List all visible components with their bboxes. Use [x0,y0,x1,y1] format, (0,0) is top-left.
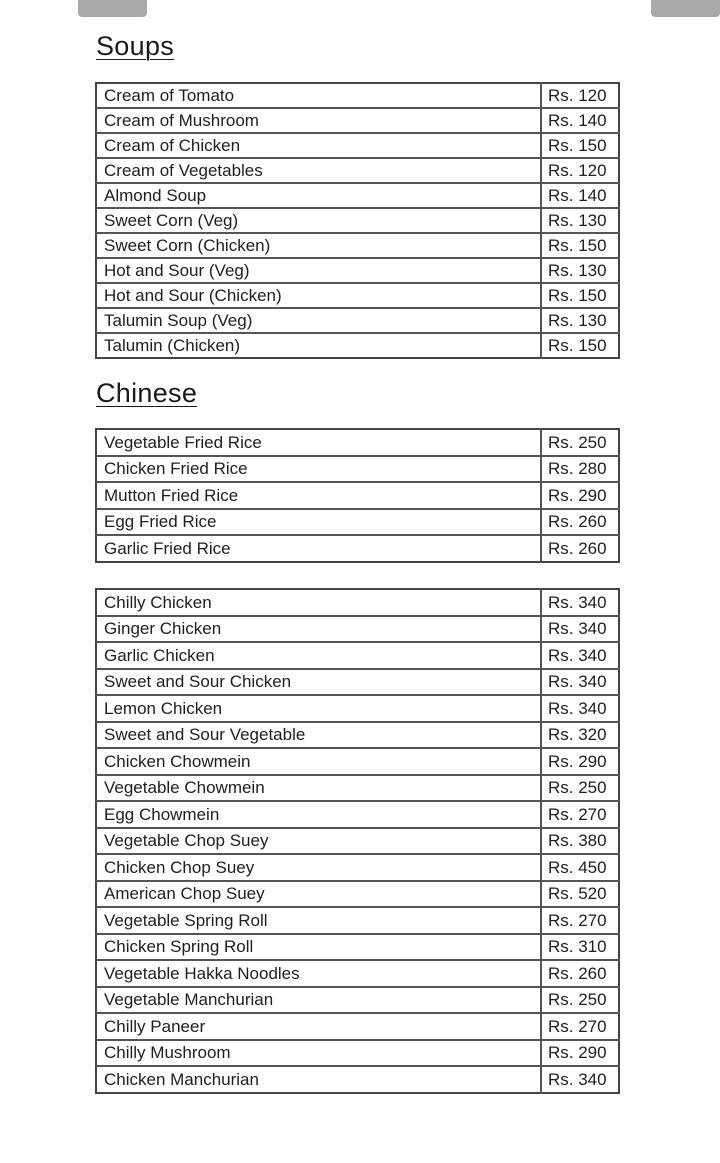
menu-item-price: Rs. 340 [548,1069,607,1089]
menu-item-price: Rs. 380 [541,828,619,855]
menu-item-name: Cream of Tomato [96,83,541,108]
menu-item-price: Rs. 120 [541,83,619,108]
menu-item-name: Sweet Corn (Veg) [96,208,541,233]
menu-row [96,308,619,333]
menu-item-price: Rs. 290 [541,1040,619,1067]
menu-item-name: Egg Fried Rice [96,509,541,536]
menu-row [96,509,619,536]
menu-row [96,669,619,696]
top-right-tab [651,0,720,17]
menu-item-name: Garlic Fried Rice [96,535,541,562]
menu-row [96,775,619,802]
menu-row [96,1040,619,1067]
menu-item-price: Rs. 250 [541,429,619,456]
menu-item-price: Rs. 130 [541,308,619,333]
menu-row [96,616,619,643]
menu-item-name: American Chop Suey [96,881,541,908]
menu-item-price: Rs. 270 [541,907,619,934]
menu-row [96,934,619,961]
menu-item-name: Hot and Sour (Chicken) [96,283,541,308]
menu-item-price: Rs. 340 [541,616,619,643]
menu-row [96,456,619,483]
menu-item-price: Rs. 340 [541,669,619,696]
menu-item-price: Rs. 340 [541,695,619,722]
menu-item-price: Rs. 150 [541,133,619,158]
menu-item-name: Hot and Sour (Veg) [96,258,541,283]
menu-row [96,748,619,775]
menu-item-name: Chilly Paneer [96,1013,541,1040]
menu-item-price: Rs. 290 [541,482,619,509]
menu-item-name: Vegetable Manchurian [96,987,541,1014]
menu-item-price: Rs. 280 [541,456,619,483]
menu-item-name: Egg Chowmein [96,801,541,828]
top-left-tab [78,0,147,17]
fried-rice-table [95,428,620,563]
menu-item-price: Rs. 520 [541,881,619,908]
menu-row [96,987,619,1014]
menu-row [96,854,619,881]
menu-item-price: Rs. 290 [541,748,619,775]
menu-row [96,333,619,358]
menu-row [96,283,619,308]
menu-item-name: Chicken Manchurian [96,1066,541,1093]
menu-item-name: Talumin (Chicken) [96,333,541,358]
menu-item-name: Vegetable Spring Roll [96,907,541,934]
menu-item-name: Chilly Mushroom [96,1040,541,1067]
menu-item-price: Rs. 130 [541,208,619,233]
menu-item-price: Rs. 320 [541,722,619,749]
menu-row [96,642,619,669]
menu-item-name: Talumin Soup (Veg) [96,308,541,333]
menu-row [96,233,619,258]
menu-item-price: Rs. 270 [541,801,619,828]
menu-item-name: Cream of Mushroom [96,108,541,133]
menu-item-name: Mutton Fried Rice [96,482,541,509]
soups-table [95,82,620,359]
menu-item-price: Rs. 150 [541,283,619,308]
menu-item-price: Rs. 150 [541,233,619,258]
menu-row [96,1066,619,1093]
menu-row [96,801,619,828]
menu-item-name: Vegetable Chop Suey [96,828,541,855]
menu-item-name: Chicken Spring Roll [96,934,541,961]
menu-row [96,429,619,456]
menu-item-price: Rs. 260 [541,509,619,536]
menu-row [96,1013,619,1040]
menu-item-name: Vegetable Hakka Noodles [96,960,541,987]
menu-item-price: Rs. 340 [541,589,619,616]
menu-row [96,589,619,616]
soups-heading: Soups [96,31,175,61]
menu-item-name: Vegetable Fried Rice [96,429,541,456]
menu-item-name: Garlic Chicken [96,642,541,669]
menu-item-price: Rs. 140 [541,183,619,208]
menu-row [96,881,619,908]
menu-row [96,482,619,509]
menu-item-name: Ginger Chicken [96,616,541,643]
menu-item-price: Rs. 250 [541,775,619,802]
menu-item-price: Rs. 150 [548,336,607,355]
menu-row [96,695,619,722]
menu-item-name: Almond Soup [96,183,541,208]
menu-item-name: Chicken Chop Suey [96,854,541,881]
menu-item-price: Rs. 340 [541,642,619,669]
menu-item-name: Sweet Corn (Chicken) [96,233,541,258]
menu-item-price: Rs. 450 [541,854,619,881]
menu-item-name: Lemon Chicken [96,695,541,722]
menu-item-name: Cream of Chicken [96,133,541,158]
menu-row [96,722,619,749]
menu-item-name: Sweet and Sour Vegetable [96,722,541,749]
menu-row [96,183,619,208]
menu-item-name: Chilly Chicken [96,589,541,616]
menu-item-price: Rs. 120 [541,158,619,183]
menu-row [96,535,619,562]
menu-item-price: Rs. 270 [541,1013,619,1040]
menu-item-name: Chicken Chowmein [96,748,541,775]
menu-item-price: Rs. 250 [541,987,619,1014]
menu-item-name: Sweet and Sour Chicken [96,669,541,696]
menu-item-price: Rs. 260 [548,538,607,558]
menu-row [96,83,619,108]
menu-item-price: Rs. 130 [541,258,619,283]
menu-row [96,208,619,233]
menu-item-price: Rs. 260 [541,960,619,987]
chinese-mains-table [95,588,620,1094]
menu-row [96,258,619,283]
menu-item-name: Chicken Fried Rice [96,456,541,483]
menu-item-name: Vegetable Chowmein [96,775,541,802]
menu-row [96,133,619,158]
menu-item-name: Cream of Vegetables [96,158,541,183]
chinese-heading: Chinese [96,378,198,408]
menu-row [96,108,619,133]
menu-row [96,158,619,183]
menu-item-price: Rs. 140 [541,108,619,133]
menu-item-price: Rs. 310 [541,934,619,961]
menu-row [96,907,619,934]
menu-row [96,960,619,987]
menu-row [96,828,619,855]
